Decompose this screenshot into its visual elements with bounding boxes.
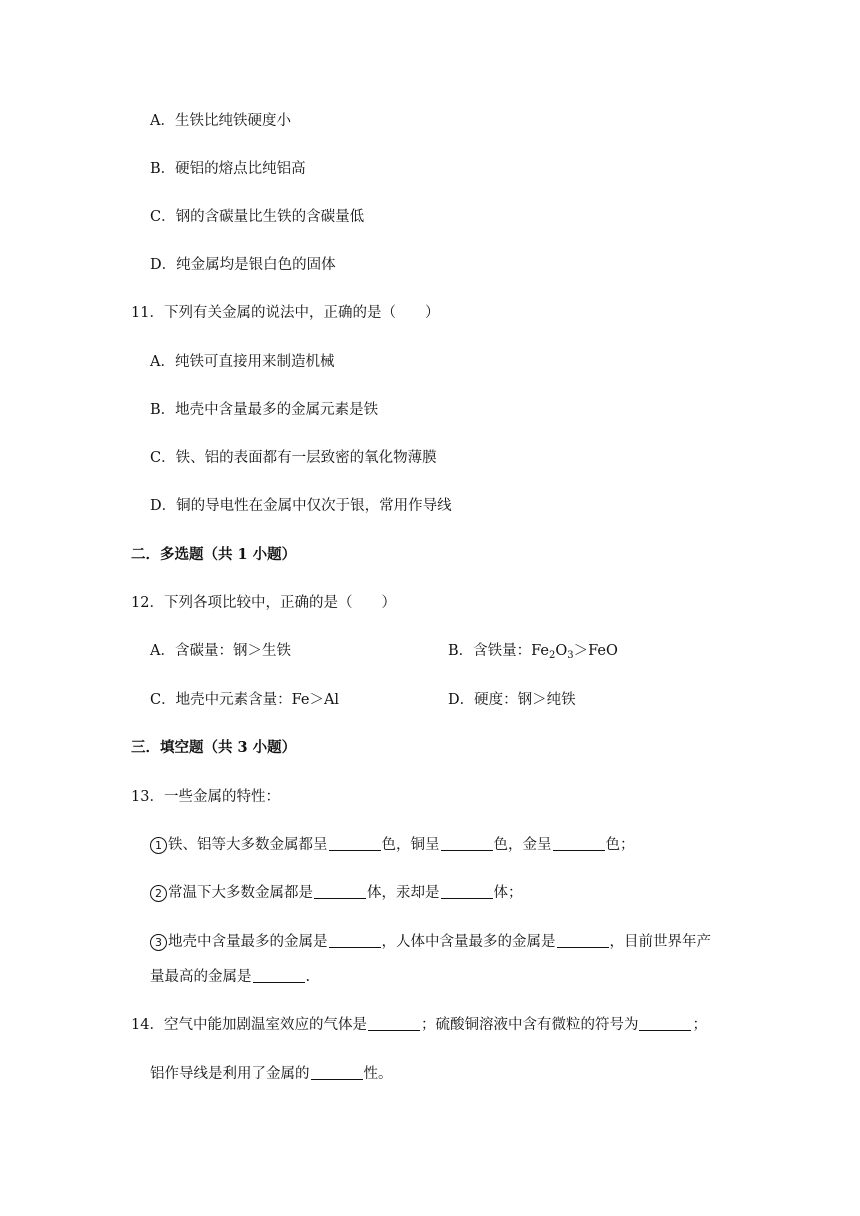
- question-number: 12．: [131, 595, 164, 611]
- q12-stem: [131, 593, 396, 613]
- q11-option-d: [150, 496, 452, 516]
- answer-blank[interactable]: [441, 884, 493, 899]
- answer-blank[interactable]: [441, 836, 493, 851]
- q10-option-a: [150, 111, 291, 131]
- q13-item-2: [150, 883, 523, 903]
- question-text: 下列各项比较中，正确的是（ ）: [163, 595, 396, 611]
- section-heading-fill-in: 三．填空题（共 3 小题）: [131, 739, 297, 756]
- option-text: 纯金属均是银白色的固体: [176, 257, 336, 273]
- option-letter: B．: [448, 643, 474, 659]
- q14-continued: [150, 1064, 393, 1084]
- option-text: 铜的导电性在金属中仅次于银，常用作导线: [176, 498, 452, 514]
- q11-option-c: [150, 448, 437, 468]
- option-text: ＞FeO: [573, 643, 618, 659]
- q11-stem: [131, 303, 439, 323]
- item-text: 体，汞却是: [367, 885, 440, 901]
- option-text: 钢的含碳量比生铁的含碳量低: [175, 209, 365, 225]
- question-text: 铝作导线是利用了金属的: [150, 1066, 310, 1082]
- question-text: 一些金属的特性：: [163, 789, 280, 805]
- question-text: 性。: [363, 1066, 393, 1082]
- option-text: 纯铁可直接用来制造机械: [174, 354, 335, 370]
- q13-item-3-continued: [150, 967, 310, 987]
- option-text: 含碳量：钢＞生铁: [174, 643, 291, 659]
- question-text: 空气中能加剧温室效应的气体是: [163, 1017, 367, 1033]
- q11-option-b: [150, 400, 378, 420]
- item-text: ，人体中含量最多的金属是: [381, 934, 556, 950]
- item-text: 铁、铝等大多数金属都呈: [168, 837, 328, 853]
- q12-option-d: [448, 690, 576, 710]
- option-text: O: [555, 643, 568, 659]
- option-text: 硬度：钢＞纯铁: [474, 692, 576, 708]
- option-text: 含铁量：Fe: [473, 643, 550, 659]
- option-letter: A．: [150, 113, 175, 129]
- q10-option-d: [150, 255, 336, 275]
- circled-number: 3: [150, 934, 167, 951]
- option-text: 生铁比纯铁硬度小: [174, 113, 291, 129]
- option-letter: B．: [150, 161, 176, 177]
- item-text: 色，铜呈: [381, 837, 440, 853]
- question-number: 11．: [131, 305, 164, 321]
- option-letter: A．: [150, 354, 175, 370]
- subscript: 2: [549, 650, 556, 661]
- option-letter: D．: [150, 498, 177, 514]
- option-letter: B．: [150, 402, 176, 418]
- option-letter: A．: [150, 643, 175, 659]
- item-text: 色；: [605, 837, 635, 853]
- option-letter: C．: [150, 450, 176, 466]
- answer-blank[interactable]: [253, 968, 305, 983]
- q12-option-a: [150, 641, 291, 661]
- question-text: 下列有关金属的说法中，正确的是（ ）: [163, 305, 440, 321]
- q10-option-c: [150, 207, 364, 227]
- item-text: ，目前世界年产: [609, 934, 711, 950]
- q14-stem: [131, 1015, 707, 1035]
- q11-option-a: [150, 352, 334, 372]
- option-text: 铁、铝的表面都有一层致密的氧化物薄膜: [175, 450, 437, 466]
- answer-blank[interactable]: [329, 933, 381, 948]
- section-heading-multiple-choice: 二．多选题（共 1 小题）: [131, 546, 297, 563]
- item-text: 常温下大多数金属都是: [168, 885, 313, 901]
- option-text: 硬铝的熔点比纯铝高: [175, 161, 306, 177]
- option-letter: C．: [150, 692, 176, 708]
- answer-blank[interactable]: [639, 1016, 691, 1031]
- answer-blank[interactable]: [329, 836, 381, 851]
- item-text: 地壳中含量最多的金属是: [168, 934, 328, 950]
- option-letter: C．: [150, 209, 176, 225]
- item-text: 体；: [493, 885, 523, 901]
- circled-number: 1: [150, 837, 167, 854]
- q13-item-1: [150, 835, 635, 855]
- q13-stem: [131, 787, 280, 807]
- item-text: .: [305, 969, 311, 985]
- question-number: 13．: [131, 789, 164, 805]
- subscript: 3: [567, 650, 574, 661]
- answer-blank[interactable]: [557, 933, 609, 948]
- item-text: 色，金呈: [493, 837, 552, 853]
- question-number: 14．: [131, 1017, 164, 1033]
- item-text: 量最高的金属是: [150, 969, 252, 985]
- answer-blank[interactable]: [314, 884, 366, 899]
- question-text: ；硫酸铜溶液中含有微粒的符号为: [420, 1017, 639, 1033]
- q12-option-c: [150, 690, 339, 710]
- q10-option-b: [150, 159, 306, 179]
- answer-blank[interactable]: [311, 1065, 363, 1080]
- answer-blank[interactable]: [368, 1016, 420, 1031]
- q12-option-b: [448, 641, 618, 661]
- option-letter: D．: [150, 257, 177, 273]
- question-text: ；: [692, 1017, 707, 1033]
- option-text: 地壳中含量最多的金属元素是铁: [175, 402, 379, 418]
- option-text: 地壳中元素含量：Fe＞Al: [175, 692, 340, 708]
- option-letter: D．: [448, 692, 475, 708]
- circled-number: 2: [150, 885, 167, 902]
- q13-item-3: [150, 932, 711, 952]
- answer-blank[interactable]: [553, 836, 605, 851]
